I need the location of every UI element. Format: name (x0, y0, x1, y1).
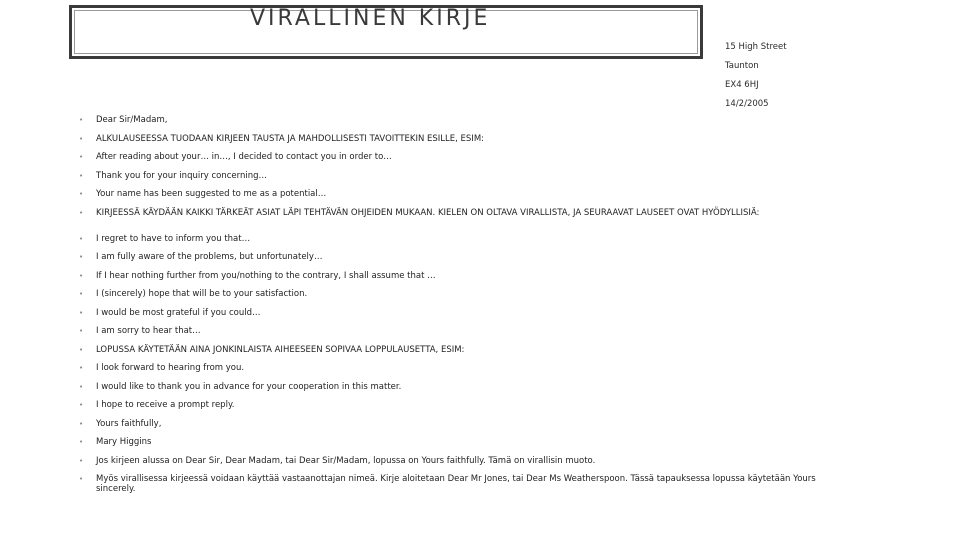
list-item (79, 252, 839, 271)
list-item (79, 308, 839, 327)
bullet-icon: • (79, 475, 84, 483)
list-item-text: ALKULAUSEESSA TUODAAN KIRJEEN TAUSTA JA MAHDOLLISESTI TAVOITTEKIN ESILLE, ESIM: (96, 133, 485, 144)
bullet-icon: • (79, 382, 84, 391)
list-item (79, 456, 839, 475)
list-item (79, 382, 839, 401)
list-item-text: Jos kirjeen alussa on Dear Sir, Dear Madam, tai Dear Sir/Madam, lopussa on Yours faithfully. Tämä on virallisin muoto. (96, 455, 596, 466)
bullet-icon: • (79, 190, 84, 198)
page-title: VIRALLINEN KIRJE (250, 6, 491, 31)
list-item-text: I am fully aware of the problems, but unfortunately… (96, 252, 323, 262)
bullet-icon: • (79, 171, 84, 180)
bullet-icon: • (79, 456, 84, 465)
list-item-text: I (sincerely) hope that will be to your satisfaction. (96, 289, 308, 299)
bullet-icon: • (79, 345, 84, 354)
list-item-text: I regret to have to inform you that… (96, 233, 251, 244)
bullet-icon: • (79, 327, 84, 335)
bullet-icon: • (79, 364, 84, 372)
sender-address (725, 41, 787, 117)
bullet-icon: • (79, 290, 84, 298)
list-item-text: I would like to thank you in advance for your cooperation in this matter. (96, 381, 402, 392)
list-item (79, 345, 839, 364)
list-item-text: I am sorry to hear that… (96, 326, 201, 336)
bullet-icon: • (79, 234, 84, 243)
list-item (79, 363, 839, 382)
bullet-icon: • (79, 308, 84, 317)
list-item-text: I would be most grateful if you could… (96, 307, 261, 318)
list-item-text: If I hear nothing further from you/nothing to the contrary, I shall assume that … (96, 270, 436, 281)
list-item-text: I look forward to hearing from you. (96, 363, 245, 373)
address-postcode: EX4 6HJ (725, 80, 759, 90)
list-item (79, 152, 839, 171)
address-date: 14/2/2005 (725, 99, 769, 109)
list-item-text: After reading about your… in…, I decided to contact you in order to… (96, 152, 392, 162)
bullet-icon: • (79, 208, 84, 217)
list-item (79, 326, 839, 345)
list-item (79, 171, 839, 190)
list-item-text: LOPUSSA KÄYTETÄÄN AINA JONKINLAISTA AIHEESEEN SOPIVAA LOPPULAUSETTA, ESIM: (96, 344, 465, 355)
bullet-icon: • (79, 401, 84, 409)
list-item (79, 234, 839, 253)
list-item (79, 419, 839, 438)
list-item-text: Myös virallisessa kirjeessä voidaan käyttää vastaanottajan nimeä. Kirje aloitetaan Dear Mr Jones, tai Dear Ms Weatherspoon. Tässä tapauksessa lopussa käytetään Yours sincerely. (96, 474, 816, 494)
title-box (69, 5, 703, 59)
content-list (79, 115, 839, 500)
list-item (79, 474, 839, 500)
address-town: Taunton (725, 61, 759, 71)
list-item-text: Dear Sir/Madam, (96, 115, 168, 125)
bullet-icon: • (79, 419, 84, 428)
bullet-icon: • (79, 438, 84, 446)
bullet-icon: • (79, 134, 84, 143)
list-item-text: I hope to receive a prompt reply. (96, 400, 235, 410)
list-item (79, 115, 839, 134)
list-item (79, 400, 839, 419)
list-item (79, 189, 839, 208)
list-item (79, 208, 839, 234)
bullet-icon: • (79, 153, 84, 161)
address-street: 15 High Street (725, 42, 787, 52)
list-item (79, 289, 839, 308)
list-item (79, 437, 839, 456)
list-item-text: Your name has been suggested to me as a potential… (96, 189, 327, 199)
list-item (79, 271, 839, 290)
bullet-icon: • (79, 253, 84, 261)
list-item (79, 134, 839, 153)
list-item-text: Mary Higgins (96, 437, 152, 447)
list-item-text: Yours faithfully, (96, 418, 162, 429)
bullet-icon: • (79, 271, 84, 280)
bullet-icon: • (79, 116, 84, 124)
list-item-text: Thank you for your inquiry concerning… (96, 170, 267, 181)
list-item-text: KIRJEESSÄ KÄYDÄÄN KAIKKI TÄRKEÄT ASIAT LÄPI TEHTÄVÄN OHJEIDEN MUKAAN. KIELEN ON OLTAVA VIRALLISTA, JA SEURAAVAT LAUSEET OVAT HYÖDYLLISIÄ: (96, 207, 760, 218)
